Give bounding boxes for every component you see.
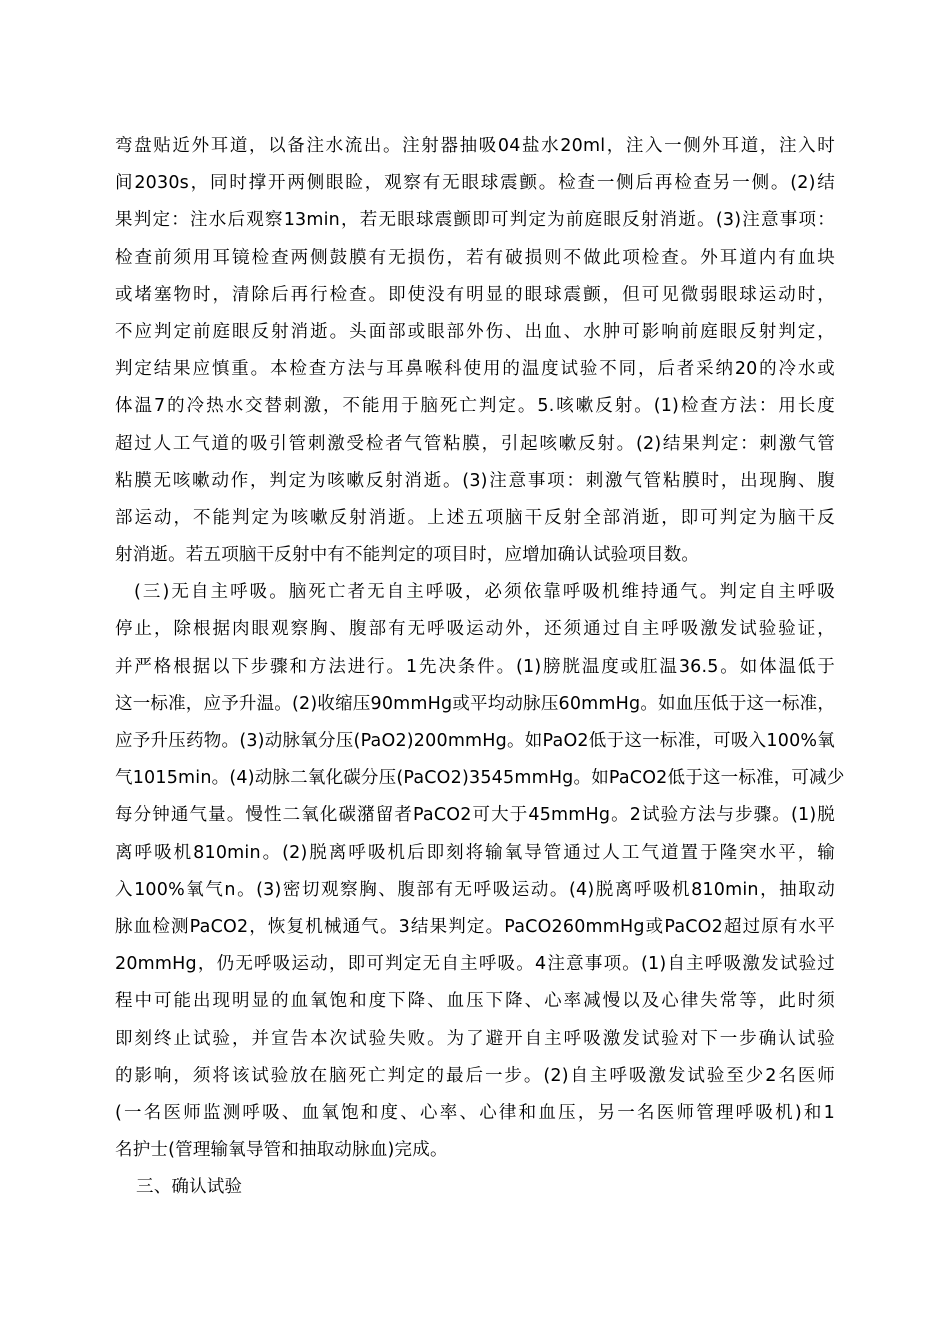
text-line: 应予升压药物。(3)动脉氧分压(PaO2)200mmHg。如PaO2低于这一标准，可吸入100%氧 bbox=[115, 731, 835, 751]
text-line: 这一标准，应予升温。(2)收缩压90mmHg或平均动脉压60mmHg。如血压低于这一标准， bbox=[115, 693, 836, 714]
text-line: 间2030s，同时撑开两侧眼睑，观察有无眼球震颤。检查一侧后再检查另一侧。(2)结 bbox=[115, 173, 835, 194]
text-line: 名护士(管理输氧导管和抽取动脉血)完成。 bbox=[115, 1140, 448, 1161]
text-line: 脉血检测PaCO2，恢复机械通气。3结果判定。PaCO260mmHg或PaCO2超过原有水平 bbox=[115, 916, 835, 937]
text-line: 射消逝。若五项脑干反射中有不能判定的项目时，应增加确认试验项目数。 bbox=[115, 545, 700, 566]
text-line: 不应判定前庭眼反射消逝。头面部或眼部外伤、出血、水肿可影响前庭眼反射判定， bbox=[115, 321, 835, 342]
paragraph-apnea-test bbox=[115, 574, 845, 1169]
text-line: (一名医师监测呼吸、血氧饱和度、心率、心律和血压，另一名医师管理呼吸机)和1 bbox=[115, 1102, 835, 1123]
text-line: 超过人工气道的吸引管刺激受检者气管粘膜，引起咳嗽反射。(2)结果判定：刺激气管 bbox=[115, 433, 835, 454]
text-line: 判定结果应慎重。本检查方法与耳鼻喉科使用的温度试验不同，后者采纳20的冷水或 bbox=[115, 359, 835, 380]
text-line: 弯盘贴近外耳道，以备注水流出。注射器抽吸04盐水20ml，注入一侧外耳道，注入时 bbox=[115, 136, 835, 156]
text-line: 检查前须用耳镜检查两侧鼓膜有无损伤，若有破损则不做此项检查。外耳道内有血块 bbox=[115, 247, 835, 268]
text-line: 部运动，不能判定为咳嗽反射消逝。上述五项脑干反射全部消逝，即可判定为脑干反 bbox=[115, 507, 835, 528]
section-heading: 三、确认试验 bbox=[136, 1177, 243, 1198]
text-line: 停止，除根据肉眼观察胸、腹部有无呼吸运动外，还须通过自主呼吸激发试验验证， bbox=[115, 619, 835, 640]
text-line: 程中可能出现明显的血氧饱和度下降、血压下降、心率减慢以及心律失常等，此时须 bbox=[115, 991, 835, 1012]
text-line: 体温7的冷热水交替刺激，不能用于脑死亡判定。5.咳嗽反射。(1)检查方法：用长度 bbox=[115, 396, 835, 417]
text-line: 每分钟通气量。慢性二氧化碳潴留者PaCO2可大于45mmHg。2试验方法与步骤。(1)脱 bbox=[115, 805, 835, 826]
document-page bbox=[115, 128, 845, 1206]
text-line: (三)无自主呼吸。脑死亡者无自主呼吸，必须依靠呼吸机维持通气。判定自主呼吸 bbox=[134, 582, 835, 603]
text-line: 果判定：注水后观察13min，若无眼球震颤即可判定为前庭眼反射消逝。(3)注意事项： bbox=[115, 210, 835, 231]
text-line: 入100%氧气n。(3)密切观察胸、腹部有无呼吸运动。(4)脱离呼吸机810min，抽取动 bbox=[115, 879, 835, 900]
text-line: 粘膜无咳嗽动作，判定为咳嗽反射消逝。(3)注意事项：刺激气管粘膜时，出现胸、腹 bbox=[115, 470, 835, 491]
paragraph-vestibular-cough bbox=[115, 128, 835, 574]
text-line: 气1015min。(4)动脉二氧化碳分压(PaCO2)3545mmHg。如PaCO2低于这一标准，可减少 bbox=[115, 768, 845, 789]
text-line: 或堵塞物时，清除后再行检查。即使没有明显的眼球震颤，但可见微弱眼球运动时， bbox=[115, 284, 835, 305]
text-line: 的影响，须将该试验放在脑死亡判定的最后一步。(2)自主呼吸激发试验至少2名医师 bbox=[115, 1065, 835, 1086]
text-line: 20mmHg，仍无呼吸运动，即可判定无自主呼吸。4注意事项。(1)自主呼吸激发试验过 bbox=[115, 954, 835, 975]
text-line: 并严格根据以下步骤和方法进行。1先决条件。(1)膀胱温度或肛温36.5。如体温低于 bbox=[115, 656, 835, 677]
text-line: 即刻终止试验，并宣告本次试验失败。为了避开自主呼吸激发试验对下一步确认试验 bbox=[115, 1028, 835, 1049]
text-line: 离呼吸机810min。(2)脱离呼吸机后即刻将输氧导管通过人工气道置于隆突水平，输 bbox=[115, 842, 835, 863]
